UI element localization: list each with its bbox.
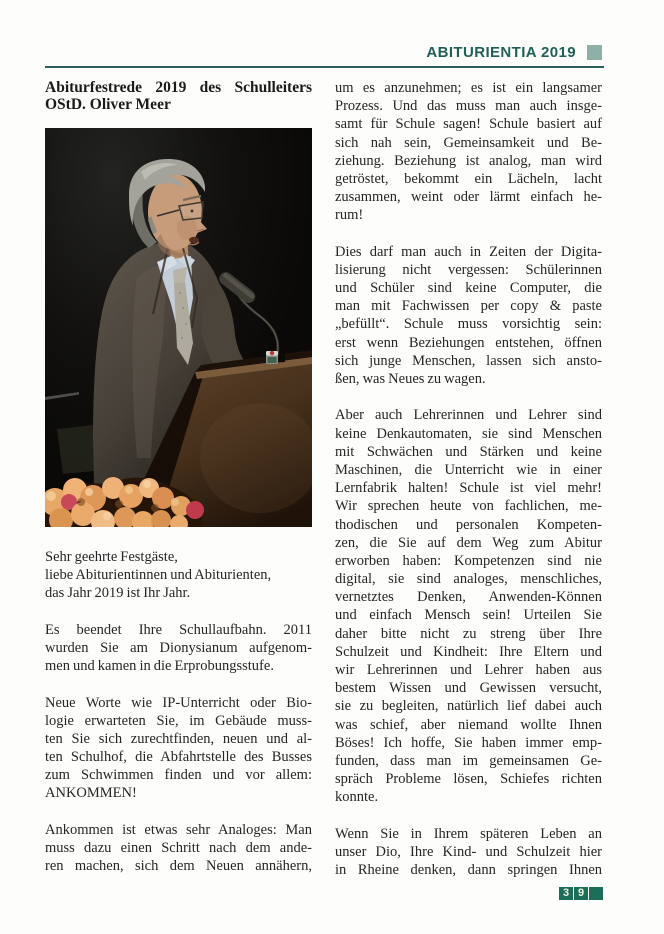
text-line: thodischen und personalen Kompeten- <box>335 516 602 533</box>
text-line: Maschinen, die Unterricht wie in einer <box>335 461 602 478</box>
text-line: erworben haben: Kompetenzen sind nie <box>335 552 602 569</box>
page-number-digit-2: 9 <box>574 887 588 900</box>
speaker-photo <box>45 128 312 527</box>
text-line: und Schüler sind keine Computer, die <box>335 280 602 297</box>
text-line: das Jahr 2019 ist Ihr Jahr. <box>45 585 191 602</box>
text-line: unser Dio, Ihre Kind- und Schulzeit hier <box>335 843 602 860</box>
text-line: wir Lehrerinnen und Lehrer haben aus <box>335 662 602 678</box>
page-number <box>559 887 603 900</box>
article-body <box>45 79 602 897</box>
text-line: Neue Worte wie IP-Unterricht oder Bio- <box>45 694 312 711</box>
paragraph <box>335 406 602 806</box>
paragraph <box>45 621 312 676</box>
text-line: daher bitte nicht zu streng über Ihre <box>335 625 602 642</box>
left-column-text <box>45 548 312 875</box>
text-line: muss dazu einen Schritt nach dem ande- <box>45 840 312 856</box>
text-line: erst wenn Beziehungen entstehen, öffnen <box>335 334 602 351</box>
text-line: in Rheine denken, dann springen Ihnen <box>335 862 602 879</box>
text-line: Ankommen ist etwas sehr Analoges: Man <box>45 821 312 838</box>
article-title-line1: Abiturfestrede 2019 des Schulleiters <box>45 79 312 96</box>
text-line: zen, die Sie auf dem Weg zum Abitur <box>335 534 602 551</box>
article-title <box>45 79 312 113</box>
page-header <box>45 42 602 62</box>
paragraph <box>45 694 312 803</box>
text-line: Wenn Sie in Ihrem späteren Leben an <box>335 825 602 842</box>
text-line: zusammen, weint oder lärmt einfach he- <box>335 189 602 206</box>
text-line: Böses! Ich hoffe, Sie haben immer emp- <box>335 734 602 751</box>
text-line: zum Schwimmen finden und vor allem: <box>45 767 312 784</box>
text-line: funden, dass man im gemeinsamen Ge- <box>335 752 602 769</box>
right-column <box>335 79 602 897</box>
text-line: Dies darf man auch in Zeiten der Digita- <box>335 243 602 260</box>
text-line: wurden Sie am Dionysianum aufgenom- <box>45 639 312 656</box>
text-line: man mit Fachwissen per copy & paste <box>335 298 602 315</box>
text-line: keine Denkautomaten, sie sind Menschen <box>335 425 602 442</box>
text-line: Lernfabrik halten! Schule ist viel mehr! <box>335 480 602 497</box>
text-line: ten Schulhof, die Abfahrtstelle des Busses <box>45 749 312 766</box>
text-line: Es beendet Ihre Schullaufbahn. 2011 <box>45 621 312 638</box>
paragraph <box>45 548 312 603</box>
paragraph <box>45 821 312 876</box>
text-line: sie zu begleiten, natürlich lief dabei auch <box>335 698 602 715</box>
text-line: getröstet, bekommt ein Lächeln, lacht <box>335 170 602 187</box>
text-line: Sehr geehrte Festgäste, <box>45 549 178 565</box>
paragraph <box>335 79 602 225</box>
text-line: ten Sie sich zurechtfinden, neuen und al- <box>45 730 312 747</box>
text-line: liebe Abiturientinnen und Abiturienten, <box>45 567 272 584</box>
text-line: spräch Probleme lösen, Schiefes richten <box>335 771 602 788</box>
text-line: sich nah sein, Gemeinsamkeit und Be- <box>335 134 602 151</box>
text-line: und einfach Mensch sein! Urteilen Sie <box>335 607 602 624</box>
text-line: sich junge Menschen, lassen sich ansto- <box>335 352 602 369</box>
text-line: ßen, was Neues zu wagen. <box>335 371 486 387</box>
text-line: men und kamen in die Erprobungsstufe. <box>45 658 274 675</box>
text-line: ANKOMMEN! <box>45 785 137 802</box>
text-line: bestem Wissen und Gewissen versucht, <box>335 680 602 697</box>
text-line: Aber auch Lehrerinnen und Lehrer sind <box>335 407 602 424</box>
page-number-digit-1: 3 <box>559 887 573 900</box>
magazine-title: ABITURIENTIA 2019 <box>426 43 576 61</box>
right-column-text <box>335 79 602 897</box>
text-line: konnte. <box>335 789 379 806</box>
text-line: digital, sie sind analoges, menschliches, <box>335 571 602 588</box>
text-line: rum! <box>335 207 364 224</box>
page-number-accent-square <box>589 887 603 900</box>
header-rule <box>45 66 604 68</box>
text-line: Prozess. Und das muss man auch insge- <box>335 98 602 115</box>
text-line: vernetztes Denken, Anwenden-Können <box>335 589 602 606</box>
text-line: logie erwarteten Sie, im Gebäude muss- <box>45 712 312 729</box>
text-line: ren machen, sich dem Neuen annähern, <box>45 858 312 875</box>
text-line: ziehung. Beziehung ist analog, man wird <box>335 152 602 169</box>
text-line: mit Schwächen und Stärken und keine <box>335 443 602 460</box>
text-line: Schulzeit und Kindheit: Ihre Eltern und <box>335 643 602 660</box>
paragraph <box>335 243 602 389</box>
text-line: lisierung nicht vergessen: Schülerinnen <box>335 261 602 278</box>
text-line: „befüllt“. Schule muss vorsichtig sein: <box>335 316 602 333</box>
left-column <box>45 79 312 897</box>
text-line: um es anzunehmen; es ist ein langsamer <box>335 80 602 96</box>
text-line: Wir sprechen heute von fachlichen, me- <box>335 498 602 515</box>
header-accent-square-icon <box>587 45 602 60</box>
article-title-line2: OStD. Oliver Meer <box>45 96 171 113</box>
text-line: was schief, aber niemand wollte Ihnen <box>335 716 602 733</box>
text-line: samt für Schule sagen! Schule basiert auf <box>335 116 602 133</box>
